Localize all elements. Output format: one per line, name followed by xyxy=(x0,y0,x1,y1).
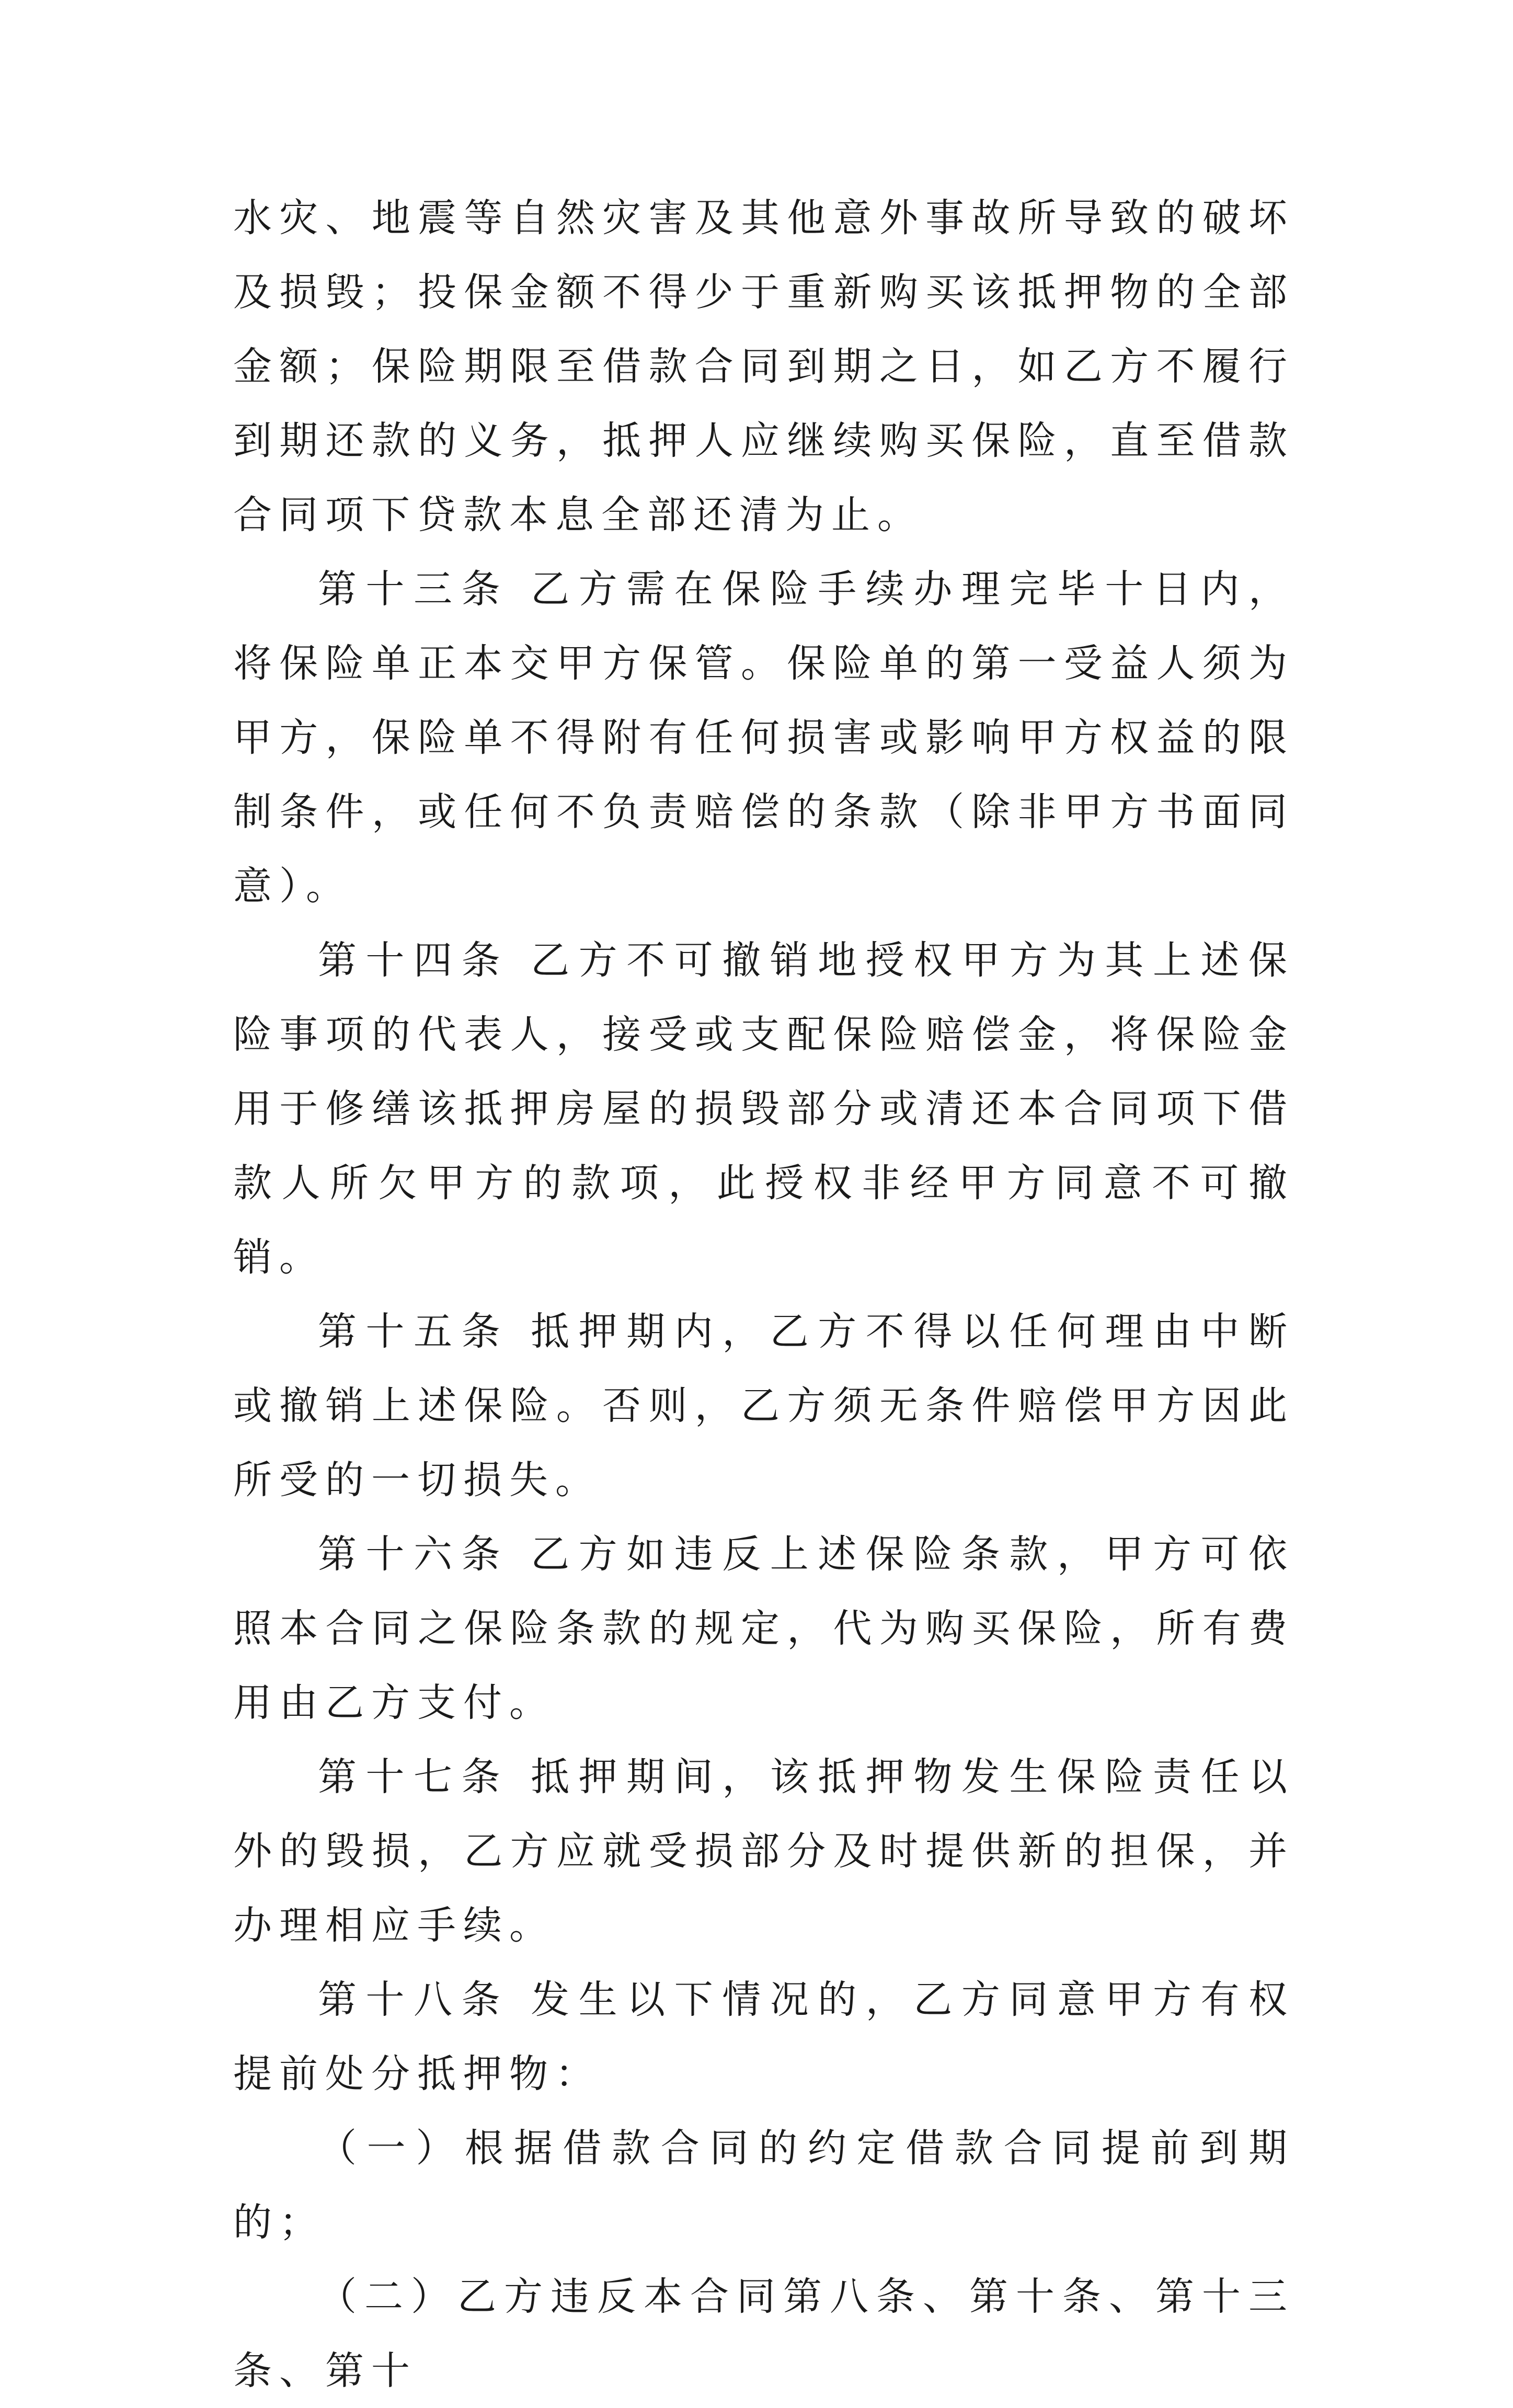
paragraph-article-15: 第十五条 抵押期内，乙方不得以任何理由中断或撤销上述保险。否则，乙方须无条件赔偿甲方因此所受的一切损失。 xyxy=(233,1309,1294,1503)
list-item-2: （二）乙方违反本合同第八条、第十条、第十三条、第十 xyxy=(233,2274,1294,2393)
paragraph-article-14: 第十四条 乙方不可撤销地授权甲方为其上述保险事项的代表人，接受或支配保险赔偿金，将保险金用于修缮该抵押房屋的损毁部分或清还本合同项下借款人所欠甲方的款项，此授权非经甲方同意不可撤销。 xyxy=(233,938,1294,1280)
contract-body xyxy=(233,181,1294,2408)
paragraph-article-17: 第十七条 抵押期间，该抵押物发生保险责任以外的毁损，乙方应就受损部分及时提供新的担保，并办理相应手续。 xyxy=(233,1755,1294,1948)
paragraph-continuation: 水灾、地震等自然灾害及其他意外事故所导致的破坏及损毁；投保金额不得少于重新购买该抵押物的全部金额；保险期限至借款合同到期之日，如乙方不履行到期还款的义务，抵押人应继续购买保险，直至借款合同项下贷款本息全部还清为止。 xyxy=(233,196,1294,537)
paragraph-article-18: 第十八条 发生以下情况的，乙方同意甲方有权提前处分抵押物： xyxy=(233,1977,1294,2096)
list-item-1: （一）根据借款合同的约定借款合同提前到期的； xyxy=(233,2126,1294,2245)
paragraph-article-16: 第十六条 乙方如违反上述保险条款，甲方可依照本合同之保险条款的规定，代为购买保险，所有费用由乙方支付。 xyxy=(233,1532,1294,1725)
paragraph-article-13: 第十三条 乙方需在保险手续办理完毕十日内，将保险单正本交甲方保管。保险单的第一受益人须为甲方，保险单不得附有任何损害或影响甲方权益的限制条件，或任何不负责赔偿的条款（除非甲方书面同意）。 xyxy=(233,567,1294,909)
